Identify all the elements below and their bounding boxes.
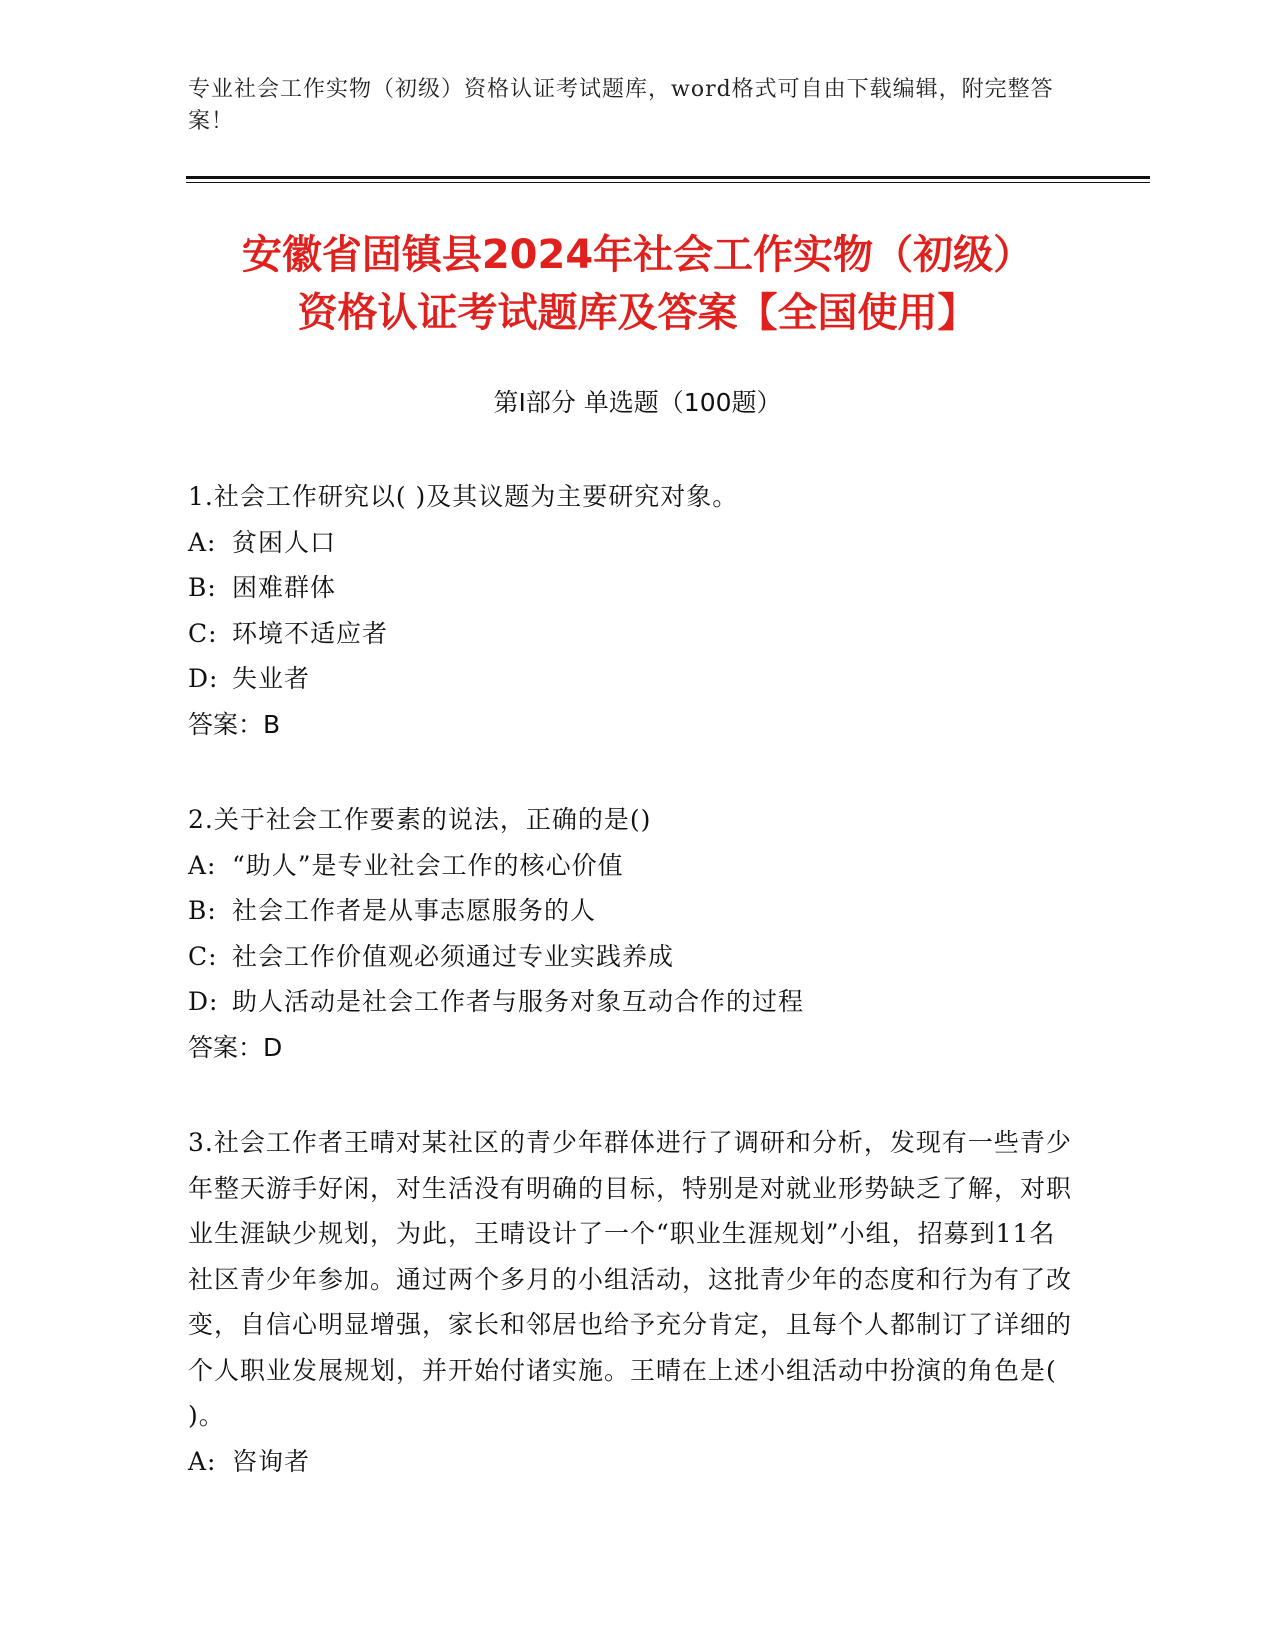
option-a [188, 843, 1078, 889]
option-b [188, 565, 1078, 611]
option-a [188, 1439, 1078, 1485]
option-text: 困难群体 [232, 573, 337, 602]
question-2 [188, 797, 1078, 1070]
question-3 [188, 1120, 1078, 1484]
section-heading: 第Ⅰ部分 单选题（100题） [493, 388, 782, 417]
option-text: 社会工作价值观必须通过专业实践养成 [232, 941, 675, 971]
document-title-line-1: 安徽省固镇县2024年社会工作实物（初级） [241, 232, 1034, 278]
document-title [120, 226, 1155, 342]
option-c [188, 934, 1078, 980]
option-text: 贫困人口 [232, 527, 337, 557]
option-d [188, 979, 1078, 1025]
option-c [188, 611, 1078, 657]
option-key: A: [188, 1446, 217, 1476]
option-key: A: [188, 527, 217, 557]
option-key: A: [188, 850, 217, 880]
option-text: “助人”是专业社会工作的核心价值 [232, 850, 624, 880]
option-a [188, 520, 1078, 566]
option-text: 咨询者 [232, 1446, 311, 1476]
option-text: 失业者 [232, 664, 311, 693]
option-key: C: [188, 941, 218, 971]
option-key: C: [188, 618, 218, 648]
option-text: 环境不适应者 [232, 618, 389, 648]
header-note: 专业社会工作实物（初级）资格认证考试题库，word格式可自由下载编辑，附完整答案！ [188, 77, 1054, 134]
option-key: B: [188, 573, 217, 602]
option-key: D: [188, 987, 219, 1016]
answer-line: 答案：B [188, 709, 281, 739]
header-divider-thick [186, 176, 1150, 179]
question-stem: 3.社会工作者王晴对某社区的青少年群体进行了调研和分析，发现有一些青少年整天游手好闲，对生活没有明确的目标，特别是对就业形势缺乏了解，对职业生涯缺少规划，为此，王晴设计了一个“职业生涯规划”小组，招募到11名社区青少年参加。通过两个多月的小组活动，这批青少年的态度和行为有了改变，自信心明显增强，家长和邻居也给予充分肯定，且每个人都制订了详细的个人职业发展规划，并开始付诸实施。王晴在上述小组活动中扮演的角色是( )。 [188, 1128, 1073, 1430]
question-stem: 1.社会工作研究以( )及其议题为主要研究对象。 [188, 482, 739, 511]
answer-line: 答案：D [188, 1032, 283, 1062]
question-stem: 2.关于社会工作要素的说法，正确的是() [188, 805, 652, 834]
option-text: 助人活动是社会工作者与服务对象互动合作的过程 [232, 987, 805, 1016]
question-list [188, 474, 1078, 1534]
document-title-line-2: 资格认证考试题库及答案【全国使用】 [297, 290, 978, 336]
question-1 [188, 474, 1078, 747]
option-key: D: [188, 664, 219, 693]
option-text: 社会工作者是从事志愿服务的人 [232, 896, 597, 925]
option-d [188, 656, 1078, 702]
option-key: B: [188, 896, 217, 925]
header-divider-thin [186, 182, 1150, 183]
option-b [188, 888, 1078, 934]
